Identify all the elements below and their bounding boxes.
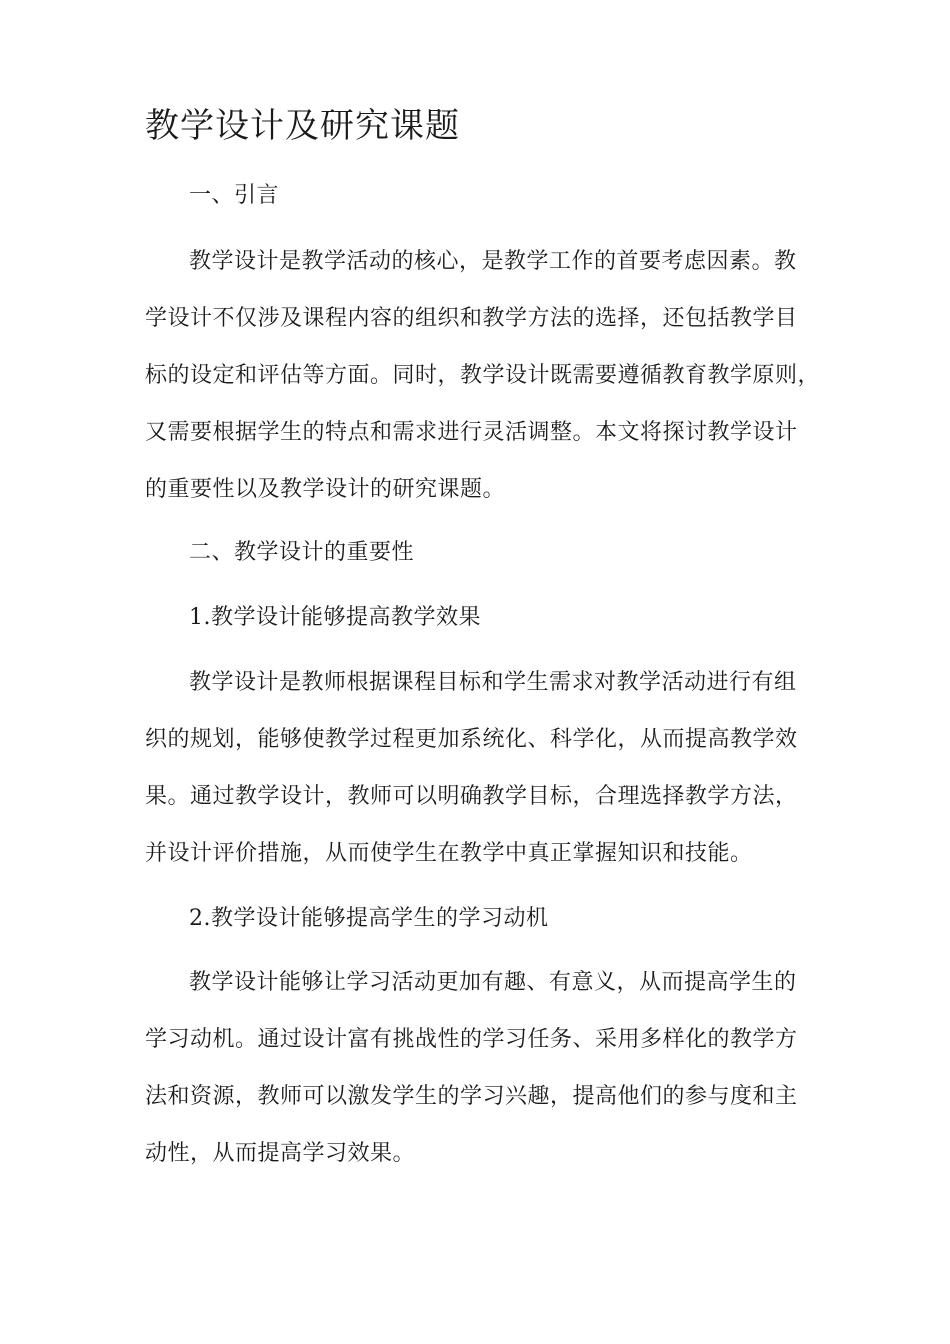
paragraph-line: 教学设计能够让学习活动更加有趣、有意义，从而提高学生的: [189, 970, 797, 995]
section-heading-intro: 一、引言: [189, 183, 280, 208]
paragraph-line: 教学设计是教师根据课程目标和学生需求对教学活动进行有组: [189, 670, 797, 695]
paragraph-line: 又需要根据学生的特点和需求进行灵活调整。本文将探讨教学设计: [145, 420, 798, 445]
paragraph-line: 的重要性以及教学设计的研究课题。: [145, 477, 506, 502]
paragraph-line: 教学设计是教学活动的核心，是教学工作的首要考虑因素。教: [189, 249, 797, 274]
paragraph-line: 果。通过教学设计，教师可以明确教学目标，合理选择教学方法，: [145, 784, 798, 809]
section-heading-importance: 二、教学设计的重要性: [189, 540, 415, 565]
paragraph-line: 标的设定和评估等方面。同时，教学设计既需要遵循教育教学原则，: [145, 363, 821, 388]
paragraph-line: 动性，从而提高学习效果。: [145, 1141, 416, 1166]
paragraph-line: 学设计不仅涉及课程内容的组织和教学方法的选择，还包括教学目: [145, 306, 798, 331]
subsection-heading-2: 2.教学设计能够提高学生的学习动机: [189, 906, 549, 931]
document-title: 教学设计及研究课题: [145, 106, 460, 146]
paragraph-line: 学习动机。通过设计富有挑战性的学习任务、采用多样化的教学方: [145, 1027, 798, 1052]
paragraph-line: 织的规划，能够使教学过程更加系统化、科学化，从而提高教学效: [145, 727, 798, 752]
subsection-heading-1: 1.教学设计能够提高教学效果: [189, 605, 481, 630]
paragraph-line: 法和资源，教师可以激发学生的学习兴趣，提高他们的参与度和主: [145, 1084, 798, 1109]
paragraph-line: 并设计评价措施，从而使学生在教学中真正掌握知识和技能。: [145, 841, 753, 866]
